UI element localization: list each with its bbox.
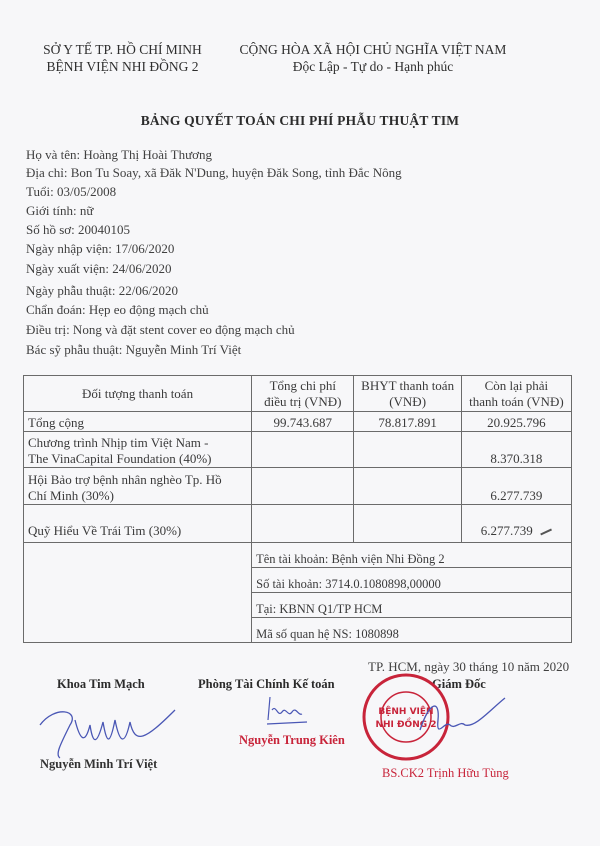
hospital-name: BỆNH VIỆN NHI ĐỒNG 2	[46, 59, 199, 74]
table-row	[24, 505, 572, 543]
stamp-text-line1: BỆNH VIỆN	[378, 707, 434, 717]
cardiology-signer-name: Nguyễn Minh Trí Việt	[40, 757, 158, 771]
patient-dob: Tuổi: 03/05/2008	[26, 184, 117, 199]
payer-line2: The VinaCapital Foundation (40%)	[28, 451, 212, 466]
table-row	[24, 468, 572, 505]
ministry-name: SỞ Y TẾ TP. HỒ CHÍ MINH	[43, 42, 202, 57]
budget-code: Mã số quan hệ NS: 1080898	[252, 618, 572, 643]
remaining-cell: 6.277.739	[461, 468, 571, 505]
patient-name: Họ và tên: Hoàng Thị Hoài Thương	[26, 147, 213, 162]
payer-line1: Hội Bảo trợ bệnh nhân nghèo Tp. Hồ	[28, 472, 222, 487]
col-header-remaining-line2: thanh toán (VNĐ)	[469, 393, 564, 409]
col-header-insurance	[354, 376, 461, 412]
payer-cell: Quỹ Hiểu Về Trái Tim (30%)	[24, 505, 252, 543]
national-motto: Độc Lập - Tự do - Hạnh phúc	[292, 59, 454, 74]
checkmark-icon	[540, 529, 552, 535]
settlement-table	[23, 375, 572, 643]
director-title: Giám Đốc	[432, 677, 486, 691]
remaining-cell: 8.370.318	[461, 432, 571, 468]
col-header-payer: Đối tượng thanh toán	[24, 376, 252, 412]
insurance-cell: 78.817.891	[354, 412, 461, 432]
payer-cell	[24, 432, 252, 468]
cardiology-dept-title: Khoa Tim Mạch	[57, 677, 145, 691]
remaining-cell: 20.925.796	[461, 412, 571, 432]
col-header-total-line1: Tổng chi phí	[269, 377, 337, 393]
col-header-remaining	[461, 376, 571, 412]
finance-signature-icon	[262, 692, 322, 732]
patient-address: Địa chỉ: Bon Tu Soay, xã Đăk N'Dung, huyện Đăk Song, tỉnh Đắc Nông	[26, 165, 402, 180]
total-cell	[252, 505, 354, 543]
total-cell	[252, 468, 354, 505]
cardiology-signature-icon	[35, 700, 215, 760]
director-signature-icon	[410, 690, 510, 750]
table-header-row	[24, 376, 572, 412]
remaining-cell	[461, 505, 571, 543]
insurance-cell	[354, 505, 461, 543]
payer-line2: Chí Minh (30%)	[28, 488, 114, 503]
date-line: TP. HCM, ngày 30 tháng 10 năm 2020	[368, 659, 570, 674]
account-name: Tên tài khoản: Bệnh viện Nhi Đồng 2	[252, 543, 572, 568]
account-bank: Tại: KBNN Q1/TP HCM	[252, 593, 572, 618]
patient-gender: Giới tính: nữ	[26, 203, 94, 218]
col-header-remaining-line1: Còn lại phải	[484, 377, 549, 393]
republic-name: CỘNG HÒA XÃ HỘI CHỦ NGHĨA VIỆT NAM	[239, 42, 507, 57]
col-header-insurance-line1: BHYT thanh toán	[361, 377, 455, 393]
col-header-total	[252, 376, 354, 412]
remaining-value: 6.277.739	[480, 523, 533, 538]
document-title: BẢNG QUYẾT TOÁN CHI PHÍ PHẪU THUẬT TIM	[140, 113, 460, 128]
diagnosis: Chẩn đoán: Hẹp eo động mạch chủ	[26, 302, 209, 317]
insurance-cell	[354, 432, 461, 468]
payer-cell	[24, 468, 252, 505]
surgery-date: Ngày phẫu thuật: 22/06/2020	[26, 283, 179, 298]
insurance-cell	[354, 468, 461, 505]
blank-cell	[24, 543, 252, 643]
ministry-header	[20, 41, 225, 75]
finance-signer-name: Nguyễn Trung Kiên	[239, 733, 345, 747]
table-row	[24, 412, 572, 432]
payer-cell: Tổng cộng	[24, 412, 252, 432]
national-header	[228, 41, 518, 75]
stamp-text-line2: NHI ĐỒNG 2	[375, 720, 437, 730]
treatment: Điều trị: Nong và đặt stent cover eo động mạch chủ	[26, 322, 295, 337]
total-cell: 99.743.687	[252, 412, 354, 432]
admission-date: Ngày nhập viện: 17/06/2020	[26, 241, 175, 256]
table-row	[24, 432, 572, 468]
account-row	[24, 543, 572, 568]
surgeon: Bác sỹ phẫu thuật: Nguyễn Minh Trí Việt	[26, 342, 242, 357]
director-name: BS.CK2 Trịnh Hữu Tùng	[382, 766, 509, 780]
account-number: Số tài khoản: 3714.0.1080898,00000	[252, 568, 572, 593]
payer-line1: Chương trình Nhịp tim Việt Nam -	[28, 435, 209, 450]
discharge-date: Ngày xuất viện: 24/06/2020	[26, 261, 172, 276]
col-header-insurance-line2: (VNĐ)	[389, 393, 427, 409]
record-number: Số hồ sơ: 20040105	[26, 222, 131, 237]
finance-dept-title: Phòng Tài Chính Kế toán	[198, 677, 335, 691]
total-cell	[252, 432, 354, 468]
col-header-total-line2: điều trị (VNĐ)	[264, 393, 342, 409]
